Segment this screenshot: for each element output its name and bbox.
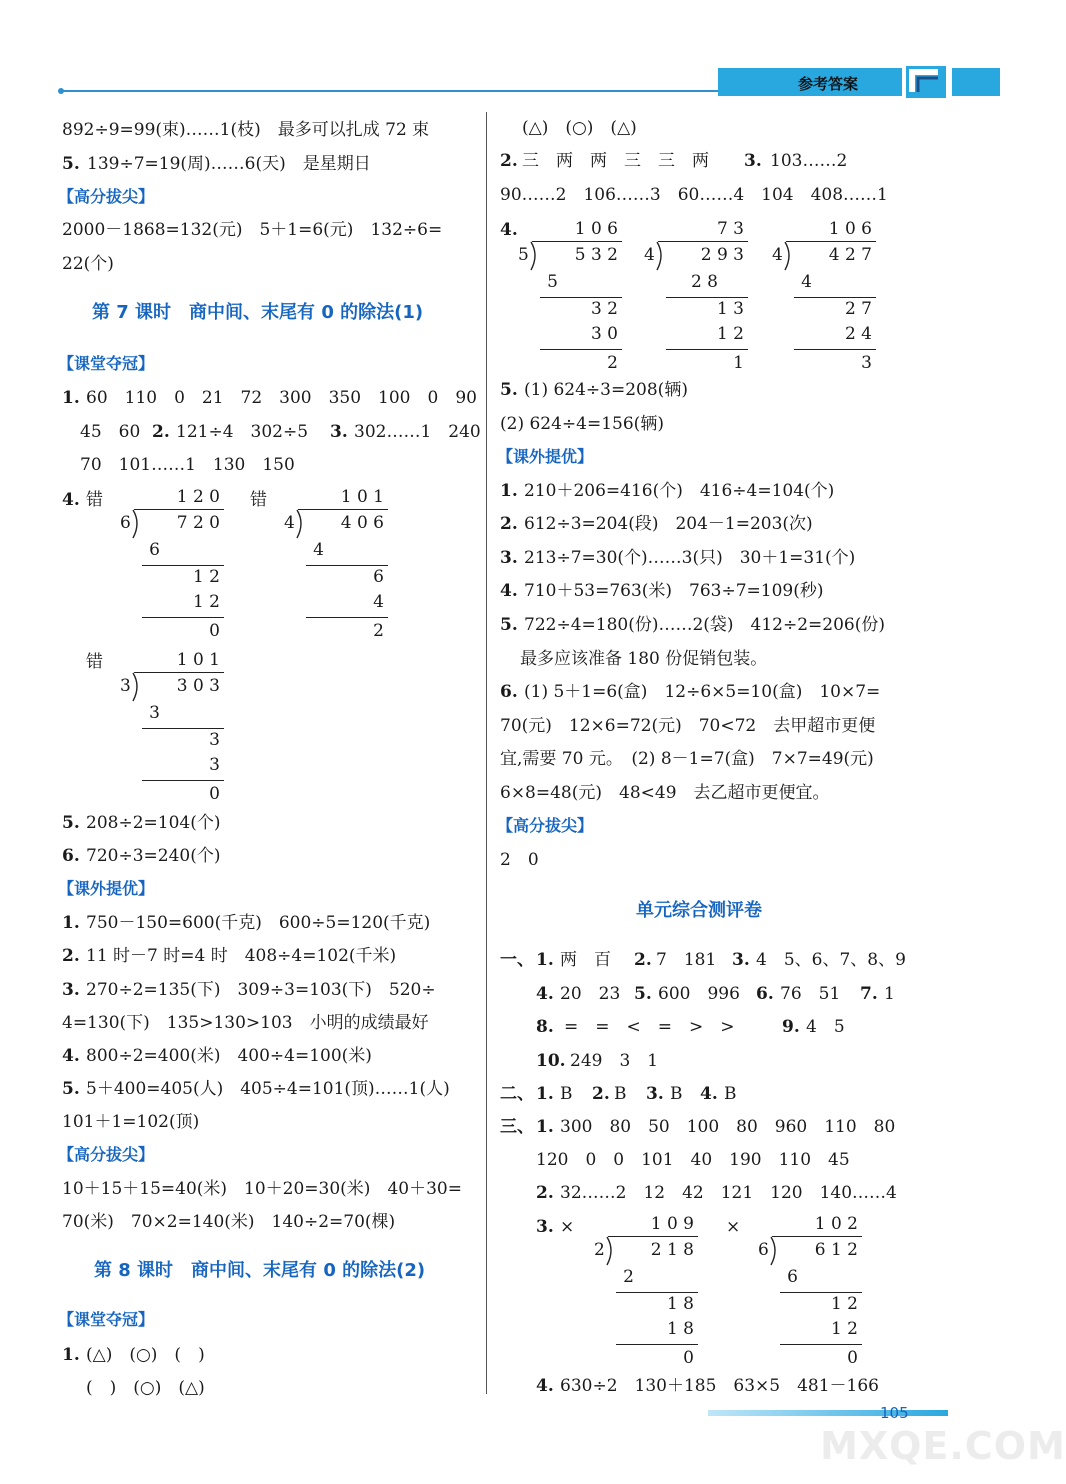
division-rule — [142, 728, 224, 729]
answer-line: 5＋400=405(人) 405÷4=101(顶)……1(人) — [86, 1079, 450, 1099]
partial-product: 1 2 — [192, 592, 220, 612]
section-heading: 【高分拔尖】 — [497, 816, 594, 835]
answer-line: 120 0 0 101 40 190 110 45 — [536, 1150, 850, 1170]
item-number: 2. — [500, 151, 518, 171]
lesson-title: 第 7 课时 商中间、末尾有 0 的除法(1) — [92, 302, 424, 323]
cross-mark: × — [560, 1217, 575, 1237]
division-rule — [298, 509, 388, 510]
item-number: 2. — [592, 1084, 610, 1104]
item-number: 5. — [62, 154, 80, 174]
item-number: 4. — [536, 1376, 554, 1396]
page-number: 105 — [880, 1404, 909, 1422]
dividend: 2 9 3 — [700, 245, 744, 265]
item-number: 2. — [634, 950, 652, 970]
item-number: 7. — [860, 984, 878, 1004]
answer-line: 最多应该准备 180 份促销包装。 — [520, 649, 768, 669]
item-number: 1. — [62, 388, 80, 408]
header-banner-tail — [952, 68, 1000, 96]
answer-line: 300 80 50 100 80 960 110 80 — [560, 1117, 896, 1137]
answer-line: (1) 5＋1=6(盒) 12÷6×5=10(盒) 10×7= — [524, 682, 881, 702]
division-rule — [666, 297, 748, 298]
answer-line: B — [724, 1084, 737, 1104]
test-title: 单元综合测评卷 — [636, 900, 762, 921]
header-rule — [62, 90, 720, 92]
answer-line: 宜,需要 70 元。 (2) 8－1=7(盒) 7×7=49(元) — [500, 749, 874, 769]
partial-product: 2 4 — [844, 324, 872, 344]
watermark: MXQE.COM — [820, 1424, 1066, 1468]
item-number: 3. — [744, 151, 762, 171]
answer-line: 76 51 — [780, 984, 858, 1004]
answer-line: 70(米) 70×2=140(米) 140÷2=70(棵) — [62, 1212, 396, 1232]
dividend: 2 1 8 — [650, 1240, 694, 1260]
item-number: 10. — [536, 1051, 566, 1071]
division-rule — [134, 672, 224, 673]
division-rule — [616, 1292, 698, 1293]
item-number: 1. — [62, 913, 80, 933]
answer-line: 302……1 240 — [354, 422, 481, 442]
answer-line: 90……2 106……3 60……4 104 408……1 — [500, 185, 888, 205]
section-heading: 【课外提优】 — [497, 447, 594, 466]
division-rule — [786, 241, 876, 242]
partial-product: 1 2 — [830, 1319, 858, 1339]
dividend: 4 0 6 — [340, 513, 384, 533]
answer-line: B — [560, 1084, 590, 1104]
quotient: 1 0 2 — [814, 1214, 858, 1234]
answer-line: (△) (○) (△) — [522, 118, 637, 138]
answer-line: 4 5 — [806, 1017, 845, 1037]
partial-product: 4 — [373, 592, 384, 612]
item-number: 1. — [500, 481, 518, 501]
answer-line: 20 23 — [560, 984, 638, 1004]
item-number: 6. — [756, 984, 774, 1004]
divisor: 4 — [644, 245, 655, 265]
division-rule — [794, 297, 876, 298]
partial-product: 2 — [623, 1267, 634, 1287]
part-number: 二、 — [500, 1084, 534, 1104]
dividend: 5 3 2 — [574, 245, 618, 265]
answer-line: ( ) (○) (△) — [86, 1378, 205, 1398]
answer-line: 7 181 — [656, 950, 734, 970]
remainder: 0 — [683, 1348, 694, 1368]
partial-remainder: 3 — [209, 730, 220, 750]
divisor: 6 — [120, 513, 131, 533]
answer-line: 800÷2=400(米) 400÷4=100(米) — [86, 1046, 372, 1066]
partial-remainder: 3 2 — [590, 299, 618, 319]
answer-line: 6×8=48(元) 48<49 去乙超市更便宜。 — [500, 783, 830, 803]
answer-line: 720÷3=240(个) — [86, 846, 221, 866]
partial-product: 6 — [787, 1267, 798, 1287]
partial-remainder: 1 2 — [192, 567, 220, 587]
answer-line: 612÷3=204(段) 204－1=203(次) — [524, 514, 813, 534]
quotient: 1 0 6 — [828, 219, 872, 239]
item-number: 5. — [500, 380, 518, 400]
remainder: 0 — [209, 784, 220, 804]
partial-remainder: 1 2 — [830, 1294, 858, 1314]
item-number: 2. — [500, 514, 518, 534]
division-rule — [540, 297, 622, 298]
item-number: 4. — [536, 984, 554, 1004]
partial-remainder: 6 — [373, 567, 384, 587]
header-banner — [718, 68, 902, 96]
division-rule — [772, 1236, 862, 1237]
answer-line: 600 996 — [658, 984, 757, 1004]
part-number: 三、 — [500, 1117, 534, 1137]
verdict-label: 错 — [250, 490, 267, 510]
divisor: 6 — [758, 1240, 769, 1260]
answer-line: 2000－1868=132(元) 5＋1=6(元) 132÷6= — [62, 220, 443, 240]
answer-line: (△) (○) ( ) — [86, 1345, 205, 1365]
quotient: 1 2 0 — [176, 487, 220, 507]
footer-bar — [708, 1410, 948, 1416]
division-rule — [134, 509, 224, 510]
answer-line: (1) 624÷3=208(辆) — [524, 380, 688, 400]
answer-line: 101＋1=102(顶) — [62, 1112, 200, 1132]
division-rule — [780, 1292, 862, 1293]
answer-line: 三 两 两 三 三 两 — [522, 151, 726, 171]
item-number: 3. — [732, 950, 750, 970]
item-number: 4. — [62, 1046, 80, 1066]
division-rule — [780, 1344, 862, 1345]
partial-product: 3 — [209, 755, 220, 775]
answer-line: 270÷2=135(下) 309÷3=103(下) 520÷ — [86, 980, 436, 1000]
item-number: 6. — [500, 682, 518, 702]
item-number: 1. — [536, 1084, 554, 1104]
answer-line: 1 — [884, 984, 895, 1004]
section-heading: 【高分拔尖】 — [58, 1145, 155, 1164]
item-number: 3. — [500, 548, 518, 568]
section-heading: 【课外提优】 — [58, 879, 155, 898]
division-rule — [794, 349, 876, 350]
partial-product: 5 — [547, 272, 558, 292]
remainder: 0 — [209, 621, 220, 641]
item-number: 3. — [62, 980, 80, 1000]
dividend: 4 2 7 — [828, 245, 872, 265]
partial-product: 2 8 — [690, 272, 718, 292]
divisor: 5 — [518, 245, 529, 265]
partial-remainder: 1 3 — [716, 299, 744, 319]
answer-line: 22(个) — [62, 254, 114, 274]
division-rule — [666, 349, 748, 350]
division-rule — [142, 565, 224, 566]
item-number: 5. — [62, 813, 80, 833]
item-number: 5. — [634, 984, 652, 1004]
divisor: 4 — [284, 513, 295, 533]
answer-line: 32……2 12 42 121 120 140……4 — [560, 1183, 897, 1203]
item-number: 4. — [62, 490, 80, 510]
header-label: 参考答案 — [798, 75, 859, 93]
dividend: 6 1 2 — [814, 1240, 858, 1260]
item-number: 5. — [62, 1079, 80, 1099]
answer-line: 710＋53=763(米) 763÷7=109(秒) — [524, 581, 824, 601]
partial-product: 3 — [149, 703, 160, 723]
answer-line: 11 时－7 时=4 时 408÷4=102(千米) — [86, 946, 397, 966]
item-number: 3. — [536, 1217, 554, 1237]
answer-line: 722÷4=180(份)……2(袋) 412÷2=206(份) — [524, 615, 886, 635]
answer-line: 630÷2 130＋185 63×5 481－166 — [560, 1376, 879, 1396]
remainder: 3 — [861, 353, 872, 373]
divisor: 2 — [594, 1240, 605, 1260]
answer-line: 750－150=600(千克) 600÷5=120(千克) — [86, 913, 431, 933]
remainder: 0 — [847, 1348, 858, 1368]
partial-remainder: 2 7 — [844, 299, 872, 319]
item-number: 1. — [536, 950, 554, 970]
partial-product: 4 — [313, 540, 324, 560]
item-number: 9. — [782, 1017, 800, 1037]
remainder: 2 — [607, 353, 618, 373]
answer-line: 210＋206=416(个) 416÷4=104(个) — [524, 481, 835, 501]
quotient: 1 0 1 — [176, 650, 220, 670]
answer-line: 208÷2=104(个) — [86, 813, 221, 833]
quotient: 1 0 6 — [574, 219, 618, 239]
partial-product: 1 8 — [666, 1319, 694, 1339]
verdict-label: 错 — [86, 652, 103, 672]
answer-line: 249 3 1 — [570, 1051, 659, 1071]
partial-product: 3 0 — [590, 324, 618, 344]
dividend: 7 2 0 — [176, 513, 220, 533]
quotient: 1 0 9 — [650, 1214, 694, 1234]
answer-line: B — [670, 1084, 700, 1104]
answer-line: 139÷7=19(周)……6(天) 是星期日 — [87, 154, 371, 174]
answer-line: (2) 624÷4=156(辆) — [500, 414, 664, 434]
division-rule — [616, 1344, 698, 1345]
item-number: 1. — [62, 1345, 80, 1365]
answer-line: 4=130(下) 135>130>103 小明的成绩最好 — [62, 1013, 429, 1033]
verdict-label: 错 — [86, 490, 103, 510]
answer-line: 121÷4 302÷5 — [176, 422, 326, 442]
item-number: 2. — [62, 946, 80, 966]
part-number: 一、 — [500, 950, 534, 970]
answer-line: B — [614, 1084, 644, 1104]
answer-line: 213÷7=30(个)……3(只) 30＋1=31(个) — [524, 548, 856, 568]
section-heading: 【课堂夺冠】 — [58, 1310, 155, 1329]
divisor: 4 — [772, 245, 783, 265]
division-rule — [142, 617, 224, 618]
section-heading: 【课堂夺冠】 — [58, 354, 155, 373]
answer-line: 70 101……1 130 150 — [80, 455, 295, 475]
section-heading: 【高分拔尖】 — [58, 187, 155, 206]
answer-line: 10＋15＋15=40(米) 10＋20=30(米) 40＋30= — [62, 1179, 462, 1199]
answer-line: 892÷9=99(束)……1(枝) 最多可以扎成 72 束 — [62, 120, 430, 140]
answer-line: 4 5、6、7、8、9 — [756, 950, 906, 970]
cross-mark: × — [726, 1217, 741, 1237]
item-number: 4. — [700, 1084, 718, 1104]
item-number: 4. — [500, 220, 518, 240]
item-number: 3. — [646, 1084, 664, 1104]
item-number: 2. — [536, 1183, 554, 1203]
division-rule — [306, 565, 388, 566]
division-rule — [658, 241, 748, 242]
item-number: 6. — [62, 846, 80, 866]
divisor: 3 — [120, 676, 131, 696]
answer-line: 两 百 — [560, 950, 628, 970]
division-rule — [142, 780, 224, 781]
item-number: 2. — [152, 422, 170, 442]
column-divider — [486, 112, 487, 1394]
partial-product: 1 2 — [716, 324, 744, 344]
quotient: 1 0 1 — [340, 487, 384, 507]
division-rule — [532, 241, 622, 242]
division-rule — [608, 1236, 698, 1237]
partial-product: 4 — [801, 272, 812, 292]
remainder: 1 — [733, 353, 744, 373]
answer-line: 45 60 — [80, 422, 158, 442]
item-number: 1. — [536, 1117, 554, 1137]
answer-line: 70(元) 12×6=72(元) 70<72 去甲超市更便 — [500, 716, 876, 736]
division-rule — [306, 617, 388, 618]
lesson-title: 第 8 课时 商中间、末尾有 0 的除法(2) — [94, 1260, 426, 1281]
partial-product: 6 — [149, 540, 160, 560]
item-number: 5. — [500, 615, 518, 635]
quotient: 7 3 — [716, 219, 744, 239]
item-number: 8. — [536, 1017, 554, 1037]
answer-line: 103……2 — [770, 151, 848, 171]
item-number: 3. — [330, 422, 348, 442]
answer-line: 60 110 0 21 72 300 350 100 0 90 — [86, 388, 477, 408]
item-number: 4. — [500, 581, 518, 601]
answer-line: = = < = > > — [564, 1017, 752, 1037]
division-rule — [540, 349, 622, 350]
book-corner-icon — [904, 62, 948, 100]
dividend: 3 0 3 — [176, 676, 220, 696]
remainder: 2 — [373, 621, 384, 641]
answer-line: 2 0 — [500, 850, 539, 870]
partial-remainder: 1 8 — [666, 1294, 694, 1314]
